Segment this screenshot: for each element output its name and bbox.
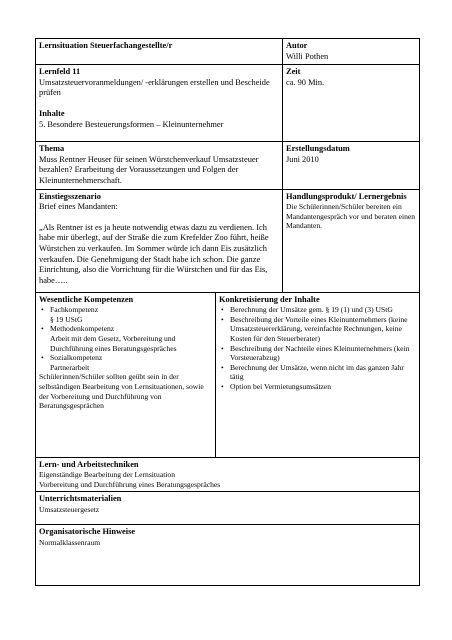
produkt-label: Handlungsprodukt/ Lernergebnis (286, 191, 407, 201)
kompetenzen-cell (36, 292, 216, 457)
lernfeld-label: Lernfeld 11 (39, 67, 81, 77)
autor-cell (283, 39, 420, 65)
header-row (36, 39, 420, 65)
lernfeld-text: Umsatzsteuervoranmeldungen/ -erklärungen erstellen und Bescheide prüfen (39, 77, 270, 98)
kompetenz-item: • Methodenkompetenz (39, 324, 212, 334)
lernsituation-title: Lernsituation Steuerfachangestellte/r (39, 41, 173, 50)
kompetenzen-text: Schülerinnen/Schüler sollten geübt sein in der selbständigen Bearbeitung von Lernsituationen, sowie der Vorbereitung und Durchführung von Beratungsgesprächen (39, 372, 204, 411)
inhalte-label: Inhalte (39, 108, 65, 118)
konkretisierung-list (219, 305, 416, 391)
thema-cell (36, 142, 283, 189)
zeit-label: Zeit (286, 67, 301, 77)
lernfeld-row (36, 65, 420, 142)
thema-text: Muss Rentner Heuser für seinen Würstchenverkauf Umsatzsteuer bezahlen? Erarbeitung der Voraussetzungen und Folgen der Kleinunternehmerschaft. (39, 154, 259, 185)
konkretisierung-cell (216, 292, 420, 457)
konkretisierung-label: Konkretisierung der Inhalte (219, 294, 320, 304)
lerntechniken-line2: Vorbereitung und Durchführung eines Beratungsgespräches (39, 479, 221, 489)
produkt-text: Die Schülerinnen/Schüler bereiten ein Mandantengespräch vor und beraten einen Mandanten. (286, 202, 416, 231)
kompetenz-sub: Arbeit mit dem Gesetz, Vorbereitung und Durchführung eines Beratungsgespräches (50, 333, 177, 353)
lesson-plan-document (35, 38, 419, 586)
einstieg-cell (36, 189, 283, 292)
materialien-label: Unterrichtsmaterialien (39, 494, 122, 504)
zeit-cell (283, 65, 420, 142)
kompetenz-sub: Partnerarbeit (50, 362, 90, 372)
lerntechniken-label: Lern- und Arbeitstechniken (39, 459, 139, 469)
lerntechniken-row (36, 457, 420, 492)
hinweise-text: Normalklassenraum (39, 537, 101, 547)
hinweise-row (36, 525, 420, 586)
datum-cell (283, 142, 420, 189)
autor-value: Willi Pothen (286, 51, 329, 61)
einstieg-intro: Brief eines Mandanten: (39, 202, 118, 212)
materialien-text: Umsatzsteuergesetz (39, 504, 100, 514)
kompetenzen-list (39, 305, 212, 372)
produkt-cell (283, 189, 420, 292)
thema-label: Thema (39, 144, 65, 154)
konkretisierung-item: • Beschreibung der Vorteile eines Kleinunternehmers (keine Umsatzsteuererklärung, vereinfachte Rechnungen, keine Kosten für den Steuerberater) (219, 315, 416, 344)
einstieg-label: Einstiegsszenario (39, 191, 101, 201)
lernfeld-cell (36, 65, 283, 142)
lerntechniken-cell (36, 457, 420, 492)
lernsituation-cell (36, 39, 283, 65)
kompetenzen-label: Wesentliche Kompetenzen (39, 294, 134, 304)
konkretisierung-item: • Beschreibung der Nachteile eines Kleinunternehmers (kein Vorsteuerabzug) (219, 344, 416, 363)
materialien-cell (36, 492, 420, 525)
hinweise-label: Organisatorische Hinweise (39, 527, 136, 537)
lerntechniken-line1: Eigenständige Bearbeitung der Lernsituation (39, 470, 176, 480)
einstieg-quote: „Als Rentner ist es ja heute notwendig etwas dazu zu verdienen. Ich habe mir überlegt, auf der Straße die zum Krefelder Zoo führt, heiße Würstchen zu verkaufen. Im Sommer würde ich dann Eis zusätzlich verkaufen. Die Genehmigung der Stadt habe ich schon. Die ganze Einrichtung, also die Vorrichtung für die Würstchen und für das Eis, habe….. (39, 222, 269, 285)
inhalte-text: 5. Besondere Besteuerungsformen – Kleinunternehmer (39, 119, 224, 129)
datum-value: Juni 2010 (286, 154, 319, 164)
zeit-value: ca. 90 Min. (286, 77, 325, 87)
konkretisierung-item: • Option bei Vermietungsumsätzen (219, 382, 416, 392)
kompetenz-item: • Fachkompetenz (39, 305, 212, 315)
kompetenzen-row (36, 292, 420, 457)
kompetenz-sub: § 19 UStG (50, 314, 83, 324)
konkretisierung-item: • Berechnung der Umsätze, wenn nicht im das ganzen Jahr tätig (219, 363, 416, 382)
materialien-row (36, 492, 420, 525)
autor-label: Autor (286, 41, 308, 50)
konkretisierung-item: • Berechnung der Umsätze gem. § 19 (1) und (3) UStG (219, 305, 416, 315)
hinweise-cell (36, 525, 420, 586)
lesson-plan-table (35, 38, 420, 586)
einstieg-row (36, 189, 420, 292)
thema-row (36, 142, 420, 189)
datum-label: Erstellungsdatum (286, 144, 350, 154)
kompetenz-item: • Sozialkompetenz (39, 353, 212, 363)
